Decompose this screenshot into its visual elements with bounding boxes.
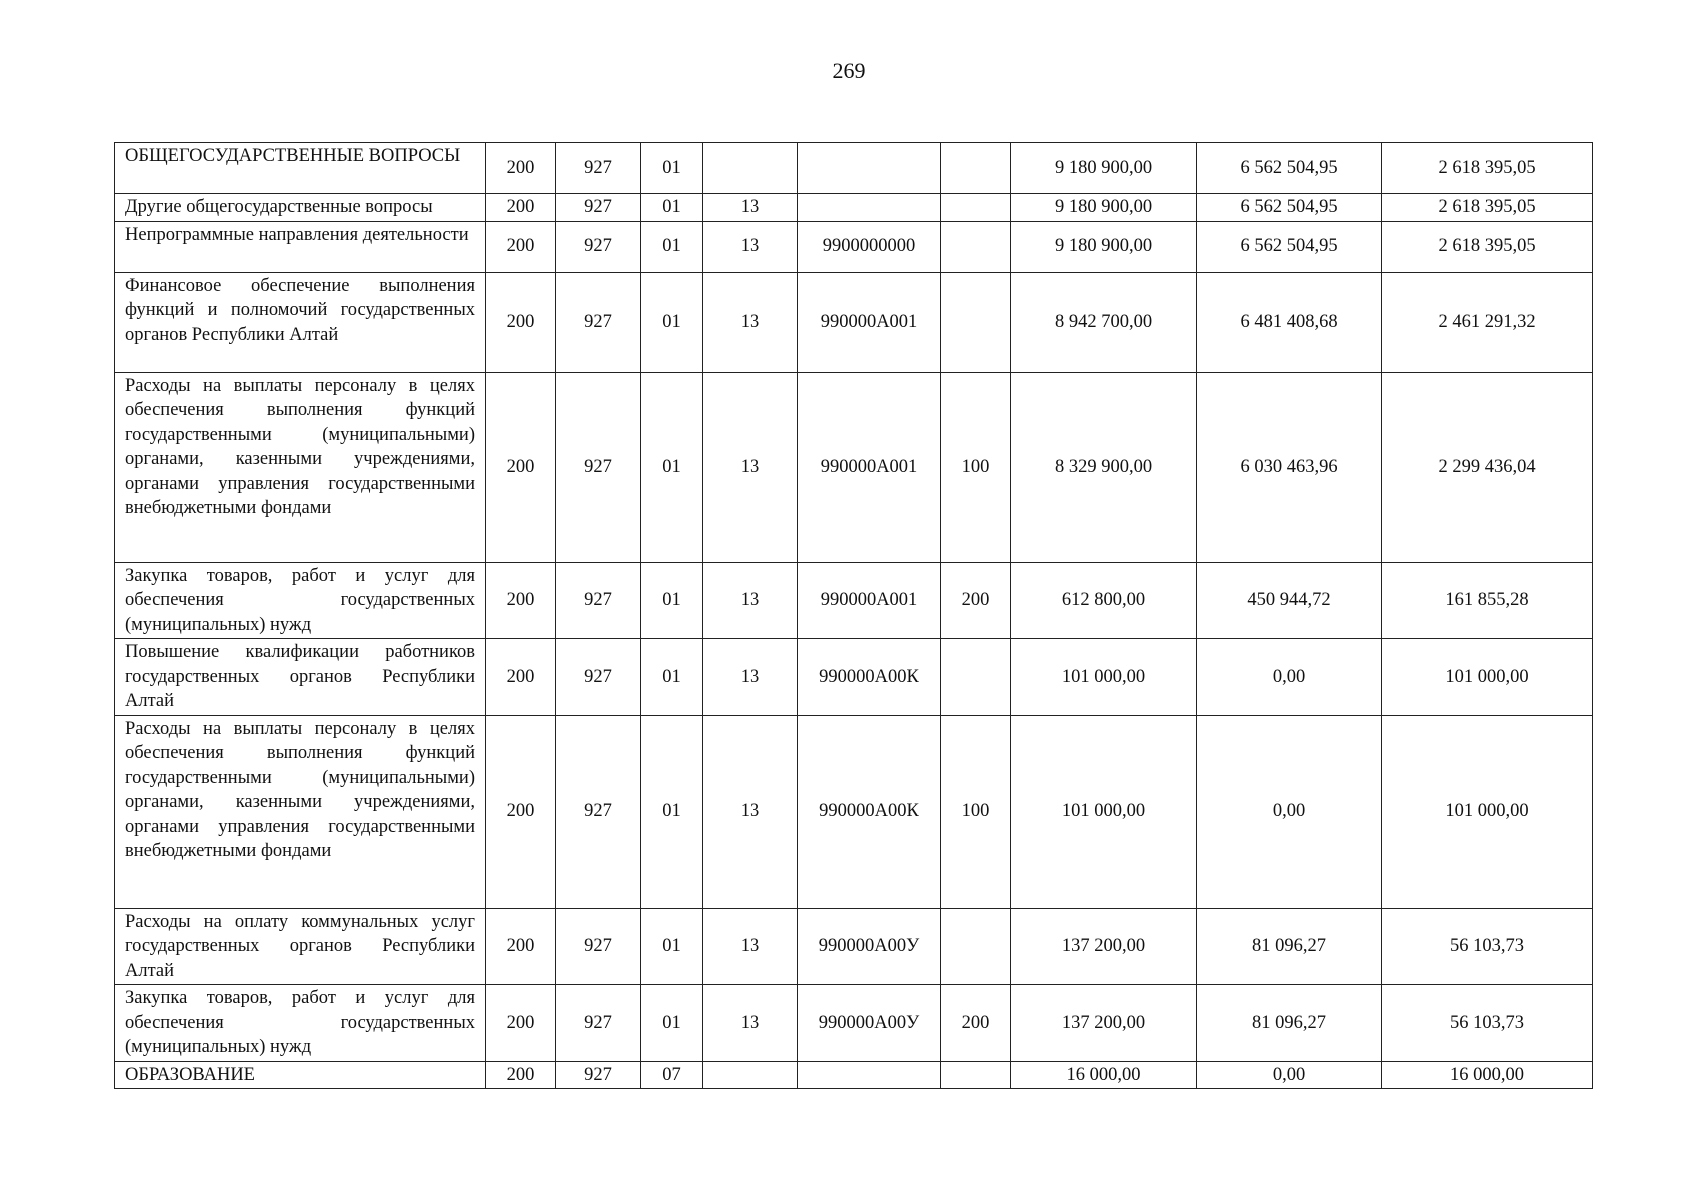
code-cell: 927 bbox=[556, 372, 641, 562]
code-cell: 01 bbox=[641, 562, 703, 639]
code-cell: 01 bbox=[641, 639, 703, 716]
code-cell: 01 bbox=[641, 221, 703, 272]
code-cell: 01 bbox=[641, 194, 703, 222]
code-cell: 927 bbox=[556, 562, 641, 639]
row-name-cell: Другие общегосударственные вопросы bbox=[115, 194, 486, 222]
code-cell bbox=[798, 1061, 941, 1089]
amount-cell: 16 000,00 bbox=[1011, 1061, 1197, 1089]
table-row bbox=[115, 272, 1593, 372]
code-cell: 927 bbox=[556, 272, 641, 372]
code-cell: 100 bbox=[941, 372, 1011, 562]
code-cell bbox=[798, 194, 941, 222]
code-cell bbox=[941, 143, 1011, 194]
code-cell: 200 bbox=[941, 985, 1011, 1062]
row-name-cell: Закупка товаров, работ и услуг для обеспечения государственных (муниципальных) нужд bbox=[115, 985, 486, 1062]
code-cell: 927 bbox=[556, 143, 641, 194]
code-cell: 01 bbox=[641, 985, 703, 1062]
amount-cell: 8 942 700,00 bbox=[1011, 272, 1197, 372]
amount-cell: 137 200,00 bbox=[1011, 908, 1197, 985]
amount-cell: 81 096,27 bbox=[1197, 985, 1382, 1062]
row-name-cell: Расходы на выплаты персоналу в целях обеспечения выполнения функций государственными (муниципальными) органами, казенными учреждениями, органами управления государственными внебюджетными фондами bbox=[115, 372, 486, 562]
amount-cell: 16 000,00 bbox=[1382, 1061, 1593, 1089]
amount-cell: 0,00 bbox=[1197, 639, 1382, 716]
code-cell bbox=[941, 1061, 1011, 1089]
row-name-cell: Финансовое обеспечение выполнения функций и полномочий государственных органов Республики Алтай bbox=[115, 272, 486, 372]
amount-cell: 6 562 504,95 bbox=[1197, 143, 1382, 194]
table-body bbox=[115, 143, 1593, 1089]
amount-cell: 101 000,00 bbox=[1382, 715, 1593, 908]
amount-cell: 2 461 291,32 bbox=[1382, 272, 1593, 372]
code-cell: 200 bbox=[486, 194, 556, 222]
code-cell: 13 bbox=[703, 715, 798, 908]
amount-cell: 9 180 900,00 bbox=[1011, 194, 1197, 222]
code-cell: 100 bbox=[941, 715, 1011, 908]
amount-cell: 101 000,00 bbox=[1382, 639, 1593, 716]
code-cell bbox=[703, 143, 798, 194]
code-cell: 13 bbox=[703, 221, 798, 272]
table-row bbox=[115, 372, 1593, 562]
code-cell: 990000А001 bbox=[798, 372, 941, 562]
code-cell: 01 bbox=[641, 908, 703, 985]
code-cell bbox=[941, 221, 1011, 272]
code-cell: 990000А001 bbox=[798, 272, 941, 372]
code-cell: 990000А001 bbox=[798, 562, 941, 639]
code-cell: 927 bbox=[556, 985, 641, 1062]
code-cell: 990000А00У bbox=[798, 908, 941, 985]
amount-cell: 0,00 bbox=[1197, 1061, 1382, 1089]
amount-cell: 81 096,27 bbox=[1197, 908, 1382, 985]
amount-cell: 450 944,72 bbox=[1197, 562, 1382, 639]
code-cell bbox=[941, 194, 1011, 222]
code-cell: 200 bbox=[486, 221, 556, 272]
amount-cell: 56 103,73 bbox=[1382, 985, 1593, 1062]
code-cell bbox=[941, 272, 1011, 372]
amount-cell: 0,00 bbox=[1197, 715, 1382, 908]
amount-cell: 6 562 504,95 bbox=[1197, 221, 1382, 272]
page-number: 269 bbox=[832, 58, 866, 83]
code-cell: 01 bbox=[641, 715, 703, 908]
code-cell: 927 bbox=[556, 639, 641, 716]
code-cell: 200 bbox=[486, 985, 556, 1062]
table-row bbox=[115, 985, 1593, 1062]
amount-cell: 6 562 504,95 bbox=[1197, 194, 1382, 222]
amount-cell: 2 618 395,05 bbox=[1382, 194, 1593, 222]
code-cell: 01 bbox=[641, 143, 703, 194]
amount-cell: 161 855,28 bbox=[1382, 562, 1593, 639]
code-cell: 13 bbox=[703, 985, 798, 1062]
code-cell bbox=[798, 143, 941, 194]
table-row bbox=[115, 1061, 1593, 1089]
code-cell: 200 bbox=[941, 562, 1011, 639]
code-cell: 01 bbox=[641, 372, 703, 562]
table-row bbox=[115, 221, 1593, 272]
code-cell: 200 bbox=[486, 908, 556, 985]
amount-cell: 9 180 900,00 bbox=[1011, 221, 1197, 272]
code-cell: 13 bbox=[703, 562, 798, 639]
code-cell: 927 bbox=[556, 221, 641, 272]
amount-cell: 612 800,00 bbox=[1011, 562, 1197, 639]
code-cell: 01 bbox=[641, 272, 703, 372]
amount-cell: 2 299 436,04 bbox=[1382, 372, 1593, 562]
amount-cell: 137 200,00 bbox=[1011, 985, 1197, 1062]
table-row bbox=[115, 562, 1593, 639]
code-cell bbox=[703, 1061, 798, 1089]
row-name-cell: Расходы на оплату коммунальных услуг государственных органов Республики Алтай bbox=[115, 908, 486, 985]
table-row bbox=[115, 194, 1593, 222]
code-cell: 13 bbox=[703, 908, 798, 985]
code-cell: 200 bbox=[486, 272, 556, 372]
row-name-cell: Непрограммные направления деятельности bbox=[115, 221, 486, 272]
amount-cell: 56 103,73 bbox=[1382, 908, 1593, 985]
amount-cell: 101 000,00 bbox=[1011, 639, 1197, 716]
code-cell: 200 bbox=[486, 1061, 556, 1089]
amount-cell: 8 329 900,00 bbox=[1011, 372, 1197, 562]
code-cell: 927 bbox=[556, 908, 641, 985]
code-cell: 13 bbox=[703, 194, 798, 222]
code-cell: 990000А00К bbox=[798, 639, 941, 716]
amount-cell: 2 618 395,05 bbox=[1382, 221, 1593, 272]
code-cell: 200 bbox=[486, 639, 556, 716]
code-cell: 13 bbox=[703, 639, 798, 716]
code-cell bbox=[941, 908, 1011, 985]
code-cell: 200 bbox=[486, 372, 556, 562]
row-name-cell: Повышение квалификации работников государственных органов Республики Алтай bbox=[115, 639, 486, 716]
code-cell: 13 bbox=[703, 272, 798, 372]
budget-table bbox=[114, 142, 1593, 1089]
amount-cell: 9 180 900,00 bbox=[1011, 143, 1197, 194]
row-name-cell: ОБЩЕГОСУДАРСТВЕННЫЕ ВОПРОСЫ bbox=[115, 143, 486, 194]
code-cell: 990000А00К bbox=[798, 715, 941, 908]
table-row bbox=[115, 143, 1593, 194]
code-cell: 13 bbox=[703, 372, 798, 562]
code-cell: 200 bbox=[486, 562, 556, 639]
amount-cell: 2 618 395,05 bbox=[1382, 143, 1593, 194]
row-name-cell: ОБРАЗОВАНИЕ bbox=[115, 1061, 486, 1089]
row-name-cell: Закупка товаров, работ и услуг для обеспечения государственных (муниципальных) нужд bbox=[115, 562, 486, 639]
table-row bbox=[115, 639, 1593, 716]
row-name-cell: Расходы на выплаты персоналу в целях обеспечения выполнения функций государственными (муниципальными) органами, казенными учреждениями, органами управления государственными внебюджетными фондами bbox=[115, 715, 486, 908]
code-cell: 200 bbox=[486, 715, 556, 908]
code-cell: 990000А00У bbox=[798, 985, 941, 1062]
code-cell: 927 bbox=[556, 715, 641, 908]
code-cell: 9900000000 bbox=[798, 221, 941, 272]
table-row bbox=[115, 908, 1593, 985]
code-cell: 927 bbox=[556, 194, 641, 222]
code-cell: 927 bbox=[556, 1061, 641, 1089]
code-cell: 07 bbox=[641, 1061, 703, 1089]
code-cell: 200 bbox=[486, 143, 556, 194]
amount-cell: 101 000,00 bbox=[1011, 715, 1197, 908]
code-cell bbox=[941, 639, 1011, 716]
table-row bbox=[115, 715, 1593, 908]
amount-cell: 6 481 408,68 bbox=[1197, 272, 1382, 372]
amount-cell: 6 030 463,96 bbox=[1197, 372, 1382, 562]
